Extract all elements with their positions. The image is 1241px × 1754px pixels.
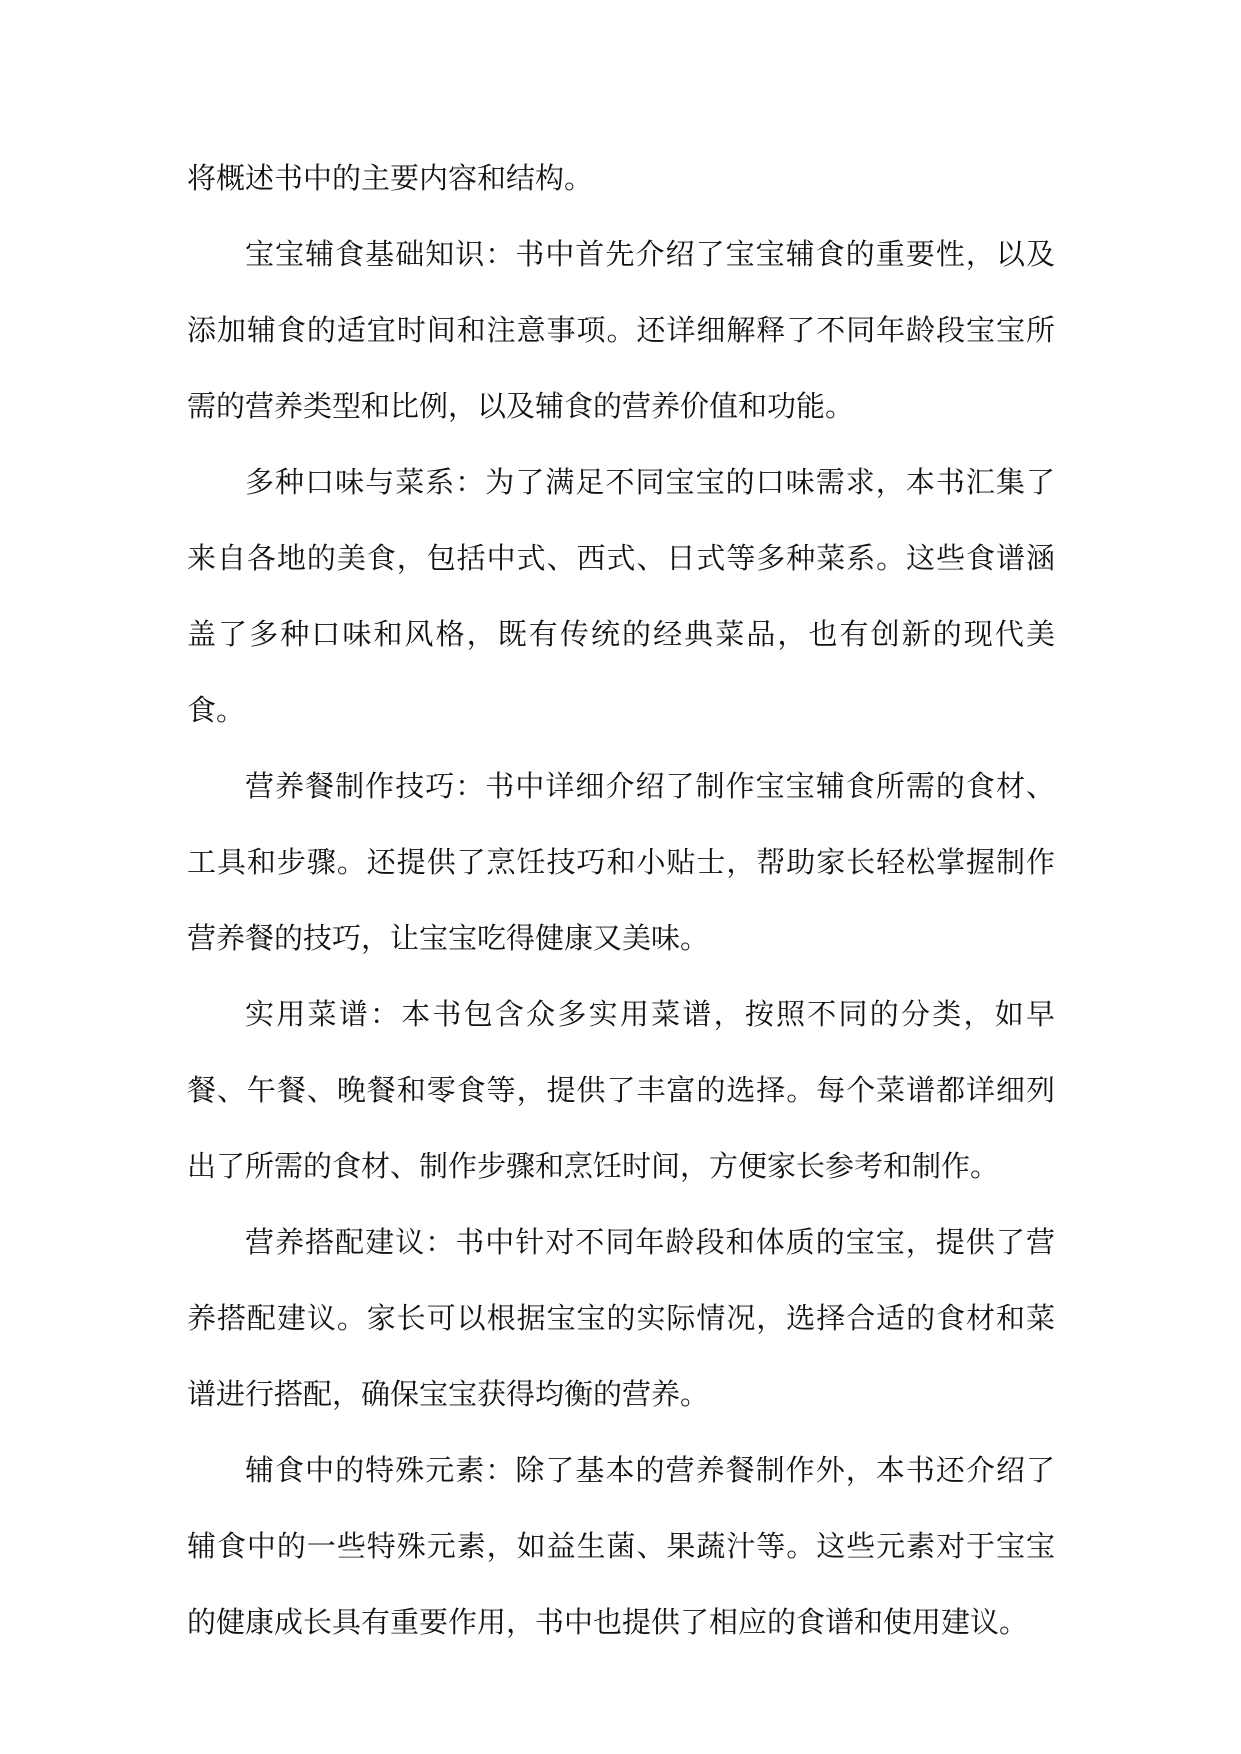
document-body (187, 140, 1055, 1660)
paragraph-basic-knowledge: 宝宝辅食基础知识：书中首先介绍了宝宝辅食的重要性，以及添加辅食的适宜时间和注意事项。还详细解释了不同年龄段宝宝所需的营养类型和比例，以及辅食的营养价值和功能。 (187, 237, 1055, 423)
paragraph-cooking-techniques: 营养餐制作技巧：书中详细介绍了制作宝宝辅食所需的食材、工具和步骤。还提供了烹饪技巧和小贴士，帮助家长轻松掌握制作营养餐的技巧，让宝宝吃得健康又美味。 (187, 769, 1055, 955)
paragraph-special-elements: 辅食中的特殊元素：除了基本的营养餐制作外，本书还介绍了辅食中的一些特殊元素，如益生菌、果蔬汁等。这些元素对于宝宝的健康成长具有重要作用，书中也提供了相应的食谱和使用建议。 (187, 1453, 1055, 1639)
paragraph-continuation: 将概述书中的主要内容和结构。 (187, 161, 594, 195)
paragraph-practical-recipes: 实用菜谱：本书包含众多实用菜谱，按照不同的分类，如早餐、午餐、晚餐和零食等，提供了丰富的选择。每个菜谱都详细列出了所需的食材、制作步骤和烹饪时间，方便家长参考和制作。 (187, 997, 1055, 1183)
paragraph-nutrition-advice: 营养搭配建议：书中针对不同年龄段和体质的宝宝，提供了营养搭配建议。家长可以根据宝宝的实际情况，选择合适的食材和菜谱进行搭配，确保宝宝获得均衡的营养。 (187, 1225, 1055, 1411)
paragraph-flavors-cuisines: 多种口味与菜系：为了满足不同宝宝的口味需求，本书汇集了来自各地的美食，包括中式、西式、日式等多种菜系。这些食谱涵盖了多种口味和风格，既有传统的经典菜品，也有创新的现代美食。 (187, 465, 1055, 727)
